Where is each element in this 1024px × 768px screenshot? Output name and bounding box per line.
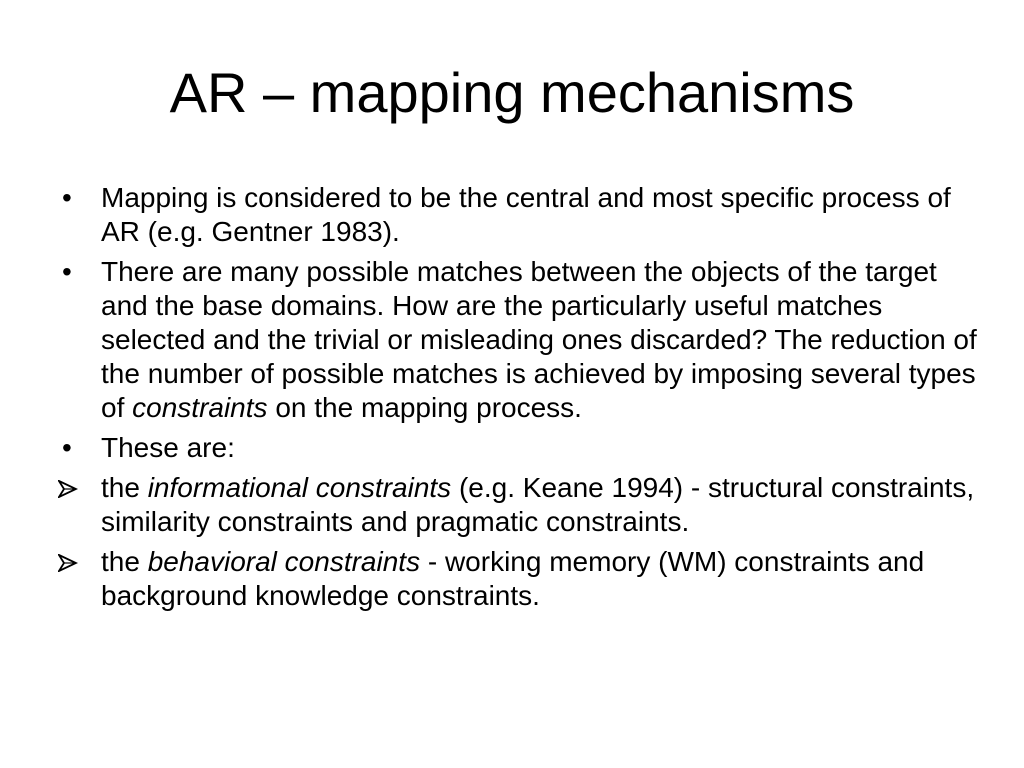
bullet-text: These are: — [101, 432, 235, 463]
sub-bullet-item — [58, 545, 978, 613]
arrow-bullet-icon — [58, 471, 98, 498]
sub-bullet-item — [58, 471, 978, 539]
bullet-item — [58, 181, 978, 249]
emphasis-text: informational constraints — [147, 472, 452, 503]
bullet-text: the informational constraints (e.g. Keane 1994) - structural constraints, similarity constraints and pragmatic constraints. — [101, 472, 975, 537]
bullet-item — [58, 255, 978, 425]
slide-title: AR – mapping mechanisms — [169, 61, 855, 124]
bullet-text: the behavioral constraints - working memory (WM) constraints and background knowledge constraints. — [101, 546, 925, 611]
bullet-item — [58, 431, 978, 465]
bullet-marker: • — [62, 432, 72, 463]
emphasis-text: behavioral constraints — [147, 546, 421, 577]
emphasis-text: constraints — [132, 392, 268, 423]
bullet-marker: • — [62, 182, 72, 213]
bullet-marker: • — [62, 256, 72, 287]
slide-body — [58, 181, 978, 619]
arrow-bullet-icon — [58, 545, 98, 572]
bullet-text: There are many possible matches between the objects of the target and the base domains. How are the particularly useful matches selected and the trivial or misleading ones discarded? The reduction of the number of possible matches is achieved by imposing several types of constraints on the mapping process. — [101, 256, 977, 423]
bullet-text: Mapping is considered to be the central and most specific process of AR (e.g. Gentner 1983). — [101, 182, 951, 247]
